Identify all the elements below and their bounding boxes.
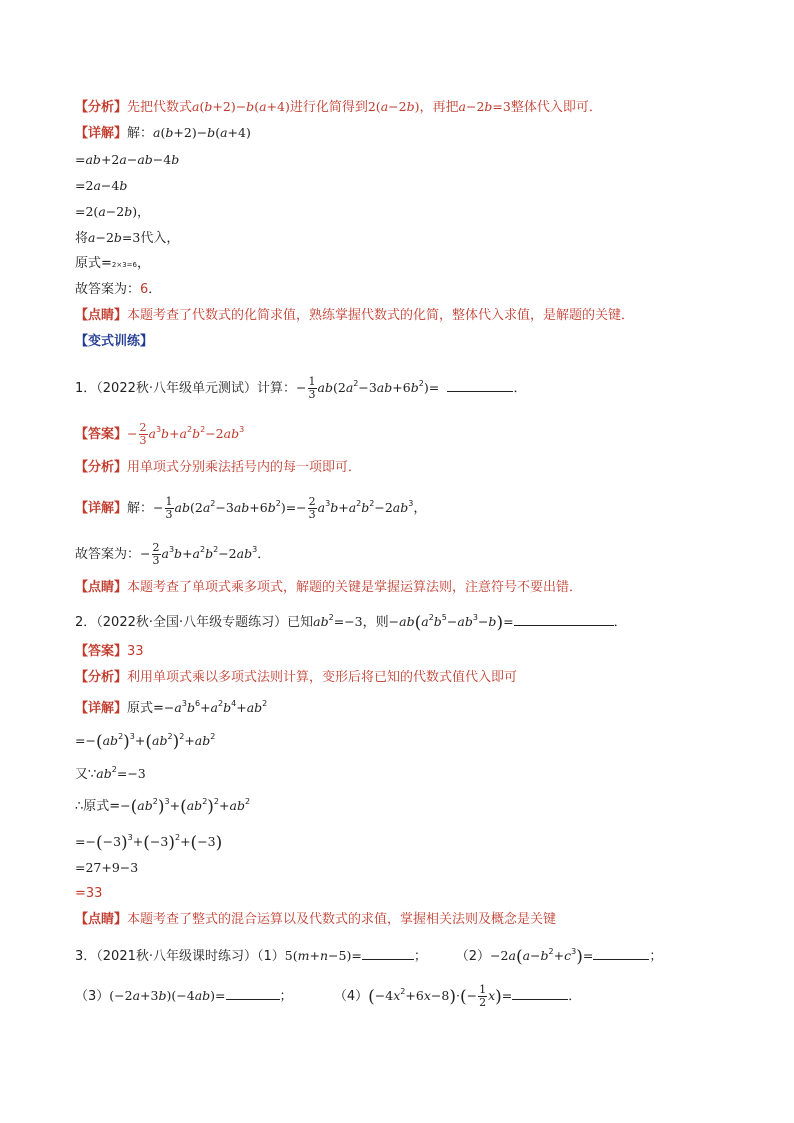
q2-step-3: =27+9−3: [75, 860, 139, 875]
intro-detail-line: 【详解】解：a(b+2)−b(a+4): [75, 125, 251, 141]
q1-question: 1．（2022秋·八年级单元测试）计算：− $\frac{1}{3}$ $ab(2a^2-3ab+6b^2)=$ ．: [75, 375, 527, 401]
q2-therefore-line: ∴原式$=-(ab^2)^3+(ab^2)^2+ab^2$: [75, 797, 251, 817]
q3-p2-blank[interactable]: [593, 945, 649, 960]
q2-given-line: 又$\because ab^2=-3$: [75, 765, 146, 782]
q2-step-1: $=-(ab^2)^3+(ab^2)^2+ab^2$: [75, 732, 216, 752]
intro-analysis-line: 【分析】先把代数式a(b+2)−b(a+4)进行化简得到2(a−2b)，再把a−2b=3整体代入即可．: [75, 99, 602, 115]
answer-label: 【答案】: [75, 427, 128, 442]
q1-comment-line: 【点睛】本题考查了单项式乘多项式，解题的关键是掌握运算法则，注意符号不要出错．: [75, 580, 583, 595]
q1-answer-line: 【答案】− $\frac{2}{3}$ $a^3b+a^2b^2-2ab^3$: [75, 421, 245, 447]
variant-heading: 【变式训练】: [75, 334, 154, 349]
intro-step-2: =2a−4b: [75, 178, 128, 193]
q2-final-value: =33: [75, 886, 103, 901]
analysis-label: 【分析】: [75, 100, 128, 115]
intro-comment-line: 【点睛】本题考查了代数式的化简求值，熟练掌握代数式的化简，整体代入求值，是解题的关键．: [75, 308, 635, 323]
detail-label: 【详解】: [75, 126, 128, 141]
q3-p4-blank[interactable]: [512, 985, 568, 1000]
q3-question-line-1: 3．（2021秋·八年级课时练习）（1）5(m+n−5)= ； $(2)-2a(a-b^2+c^3)=$ ；: [75, 947, 663, 967]
comment-label: 【点睛】: [75, 308, 128, 323]
q1-final-answer: 故答案为：− $\frac{2}{3}$ $a^3b+a^2b^2-2ab^3$．: [75, 541, 271, 567]
q2-answer-blank[interactable]: [514, 611, 614, 626]
intro-original-line: 原式=2×3=6，: [75, 256, 151, 271]
q1-detail-line: 【详解】解：− $\frac{1}{3}$ $ab(2a^2-3ab+6b^2)=-$ $\frac{2}{3}$ $a^3b+a^2b^2-2ab^3$，: [75, 495, 427, 521]
intro-step-3: =2(a−2b)，: [75, 204, 150, 219]
q2-comment-line: 【点睛】本题考查了整式的混合运算以及代数式的求值，掌握相关法则及概念是关键: [75, 912, 557, 927]
intro-step-1: =ab+2a−ab−4b: [75, 152, 180, 167]
q3-p3-blank[interactable]: [226, 985, 280, 1000]
q1-answer-blank[interactable]: [447, 377, 513, 392]
q2-question: 2．（2022秋·全国·八年级专题练习）已知$ab^2=-3$，则$-ab(a^2b^5-ab^3-b)=$ ．: [75, 613, 627, 633]
q3-question-line-2: （3）(−2a+3b)(−4ab)= ； $(4)(-4x^2+6x-8)\cdot(-$ $\frac{1}{2}$ x)= ．: [75, 983, 582, 1009]
intro-substitute-line: 将a−2b=3代入，: [75, 230, 180, 246]
q2-detail-line: 【详解】原式$=-a^3b^6+a^2b^4+ab^2$: [75, 699, 268, 716]
q3-p1-blank[interactable]: [362, 945, 414, 960]
q2-analysis-line: 【分析】利用单项式乘以多项式法则计算，变形后将已知的代数式值代入即可: [75, 670, 518, 685]
intro-final-answer: 故答案为：6．: [75, 282, 162, 297]
q1-analysis-line: 【分析】用单项式分别乘法括号内的每一项即可．: [75, 460, 362, 475]
q2-step-2: $=-(-3)^3+(-3)^2+(-3)$: [75, 833, 223, 853]
q2-answer-line: 【答案】33: [75, 644, 144, 659]
